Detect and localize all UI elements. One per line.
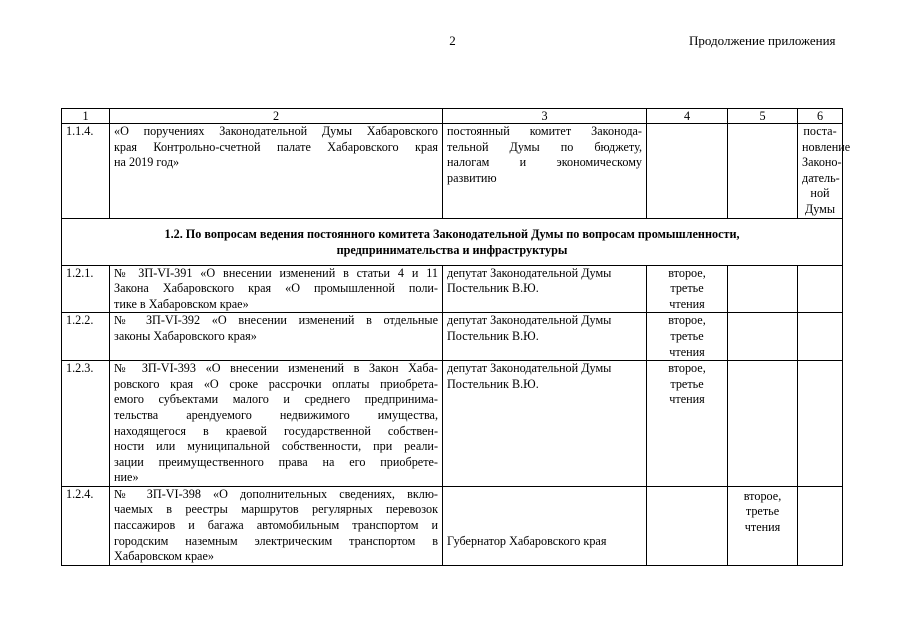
- text-line: края Контрольно-счетной палате Хабаровского края: [114, 139, 438, 154]
- text-line: чтения: [669, 392, 705, 407]
- text-line: второе,: [668, 361, 706, 376]
- text-line: третье: [670, 376, 704, 391]
- text-line: налогам и экономическому: [447, 155, 642, 170]
- form-cell: [798, 486, 843, 565]
- text-line: депутат Законодательной Думы: [447, 313, 612, 328]
- form-cell: [798, 313, 843, 361]
- item-number: 1.2.3.: [62, 361, 110, 487]
- text-line: третье: [670, 281, 704, 296]
- item-number: 1.2.4.: [62, 486, 110, 565]
- section-heading-line: предпринимательства и инфраструктуры: [336, 242, 568, 257]
- text-line: депутат Законодательной Думы: [447, 361, 612, 376]
- text-line: емого субъектами малого и среднего предпринима-: [114, 392, 438, 407]
- item-title: [110, 313, 443, 361]
- text-line: второе,: [668, 313, 706, 328]
- text-line: датель-: [802, 170, 840, 185]
- form-cell: [798, 265, 843, 313]
- table-row: [62, 313, 843, 361]
- item-title: [110, 486, 443, 565]
- stage-cell: [728, 361, 798, 487]
- plan-table: [61, 108, 851, 566]
- column-number: 4: [647, 109, 728, 124]
- text-line: поста-: [803, 124, 837, 138]
- section-heading: [62, 218, 843, 265]
- text-line: ние»: [114, 470, 139, 485]
- item-title: [110, 265, 443, 313]
- column-number: 6: [798, 109, 843, 124]
- text-line: чтения: [669, 296, 705, 311]
- responsible: [443, 124, 647, 219]
- text-line: № ЗП-VI-398 «О дополнительных сведениях, вклю-: [114, 486, 438, 501]
- text-line: № ЗП-VI-393 «О внесении изменений в Закон Хаба-: [114, 361, 438, 376]
- responsible: [443, 265, 647, 313]
- text-line: третье: [670, 328, 704, 343]
- text-line: Губернатор Хабаровского края: [447, 533, 607, 548]
- text-line: Закона Хабаровского края «О промышленной поли-: [114, 281, 438, 296]
- text-line: № ЗП-VI-392 «О внесении изменений в отдельные: [114, 313, 438, 328]
- text-line: тельной Думы по бюджету,: [447, 139, 642, 154]
- responsible: [443, 313, 647, 361]
- form-cell: [798, 361, 843, 487]
- text-line: тике в Хабаровском крае»: [114, 296, 249, 311]
- text-line: чтения: [744, 520, 781, 535]
- text-line: Постельник В.Ю.: [447, 281, 539, 296]
- text-line: депутат Законодательной Думы: [447, 265, 612, 280]
- item-title: [110, 124, 443, 219]
- table-row: [62, 486, 843, 565]
- text-line: пассажиров и багажа автомобильным транспортом и: [114, 518, 438, 533]
- stage-cell: [728, 486, 798, 565]
- stage-cell: [647, 313, 728, 361]
- text-line: ной: [810, 186, 830, 201]
- item-title: [110, 361, 443, 487]
- text-line: второе,: [743, 488, 782, 503]
- stage-cell: [647, 361, 728, 487]
- section-heading-row: [62, 218, 843, 265]
- form-cell: [798, 124, 851, 219]
- stage-cell: [728, 124, 798, 219]
- table-row: [62, 265, 843, 313]
- text-line: тельства арендуемого недвижимого имущества,: [114, 407, 438, 422]
- column-number: 5: [728, 109, 798, 124]
- text-line: Хабаровском крае»: [114, 549, 214, 564]
- text-line: городским наземным электрическим транспортом в: [114, 533, 438, 548]
- continuation-label: Продолжение приложения: [689, 33, 836, 48]
- text-line: постоянный комитет Законода-: [447, 124, 642, 138]
- text-line: чтения: [669, 344, 705, 359]
- text-line: третье: [745, 504, 780, 519]
- text-line: ности или муниципальной собственности, при реали-: [114, 439, 438, 454]
- table-row: [62, 124, 843, 219]
- responsible: [443, 361, 647, 487]
- responsible: [443, 486, 647, 565]
- text-line: развитию: [447, 170, 497, 185]
- text-line: зации преимущественного права на его приобрете-: [114, 454, 438, 469]
- text-line: Законо-: [802, 155, 842, 170]
- text-line: Постельник В.Ю.: [447, 376, 539, 391]
- column-number-row: [62, 109, 843, 124]
- text-line: чаемых в реестры маршрутов регулярных перевозок: [114, 502, 438, 517]
- stage-cell: [647, 486, 728, 565]
- item-number: 1.2.1.: [62, 265, 110, 313]
- text-line: на 2019 год»: [114, 155, 180, 170]
- text-line: ровского края «О сроке рассрочки оплаты приобрета-: [114, 376, 438, 391]
- column-number: 1: [62, 109, 110, 124]
- stage-cell: [647, 124, 728, 219]
- text-line: законы Хабаровского края»: [114, 328, 257, 343]
- column-number: 3: [443, 109, 647, 124]
- section-heading-line: 1.2. По вопросам ведения постоянного комитета Законодательной Думы по вопросам промышленности,: [164, 226, 740, 241]
- text-line: находящегося в краевой государственной собствен-: [114, 423, 438, 438]
- text-line: № ЗП-VI-391 «О внесении изменений в статьи 4 и 11: [114, 265, 438, 280]
- stage-cell: [728, 313, 798, 361]
- text-line: Думы: [804, 201, 836, 216]
- table-row: [62, 361, 843, 487]
- column-number: 2: [110, 109, 443, 124]
- stage-cell: [728, 265, 798, 313]
- text-line: Постельник В.Ю.: [447, 328, 539, 343]
- stage-cell: [647, 265, 728, 313]
- item-number: 1.2.2.: [62, 313, 110, 361]
- text-line: второе,: [668, 265, 706, 280]
- text-line: «О поручениях Законодательной Думы Хабаровского: [114, 124, 438, 138]
- item-number: 1.1.4.: [62, 124, 110, 219]
- text-line: новление: [802, 139, 851, 154]
- page-number: 2: [449, 33, 456, 48]
